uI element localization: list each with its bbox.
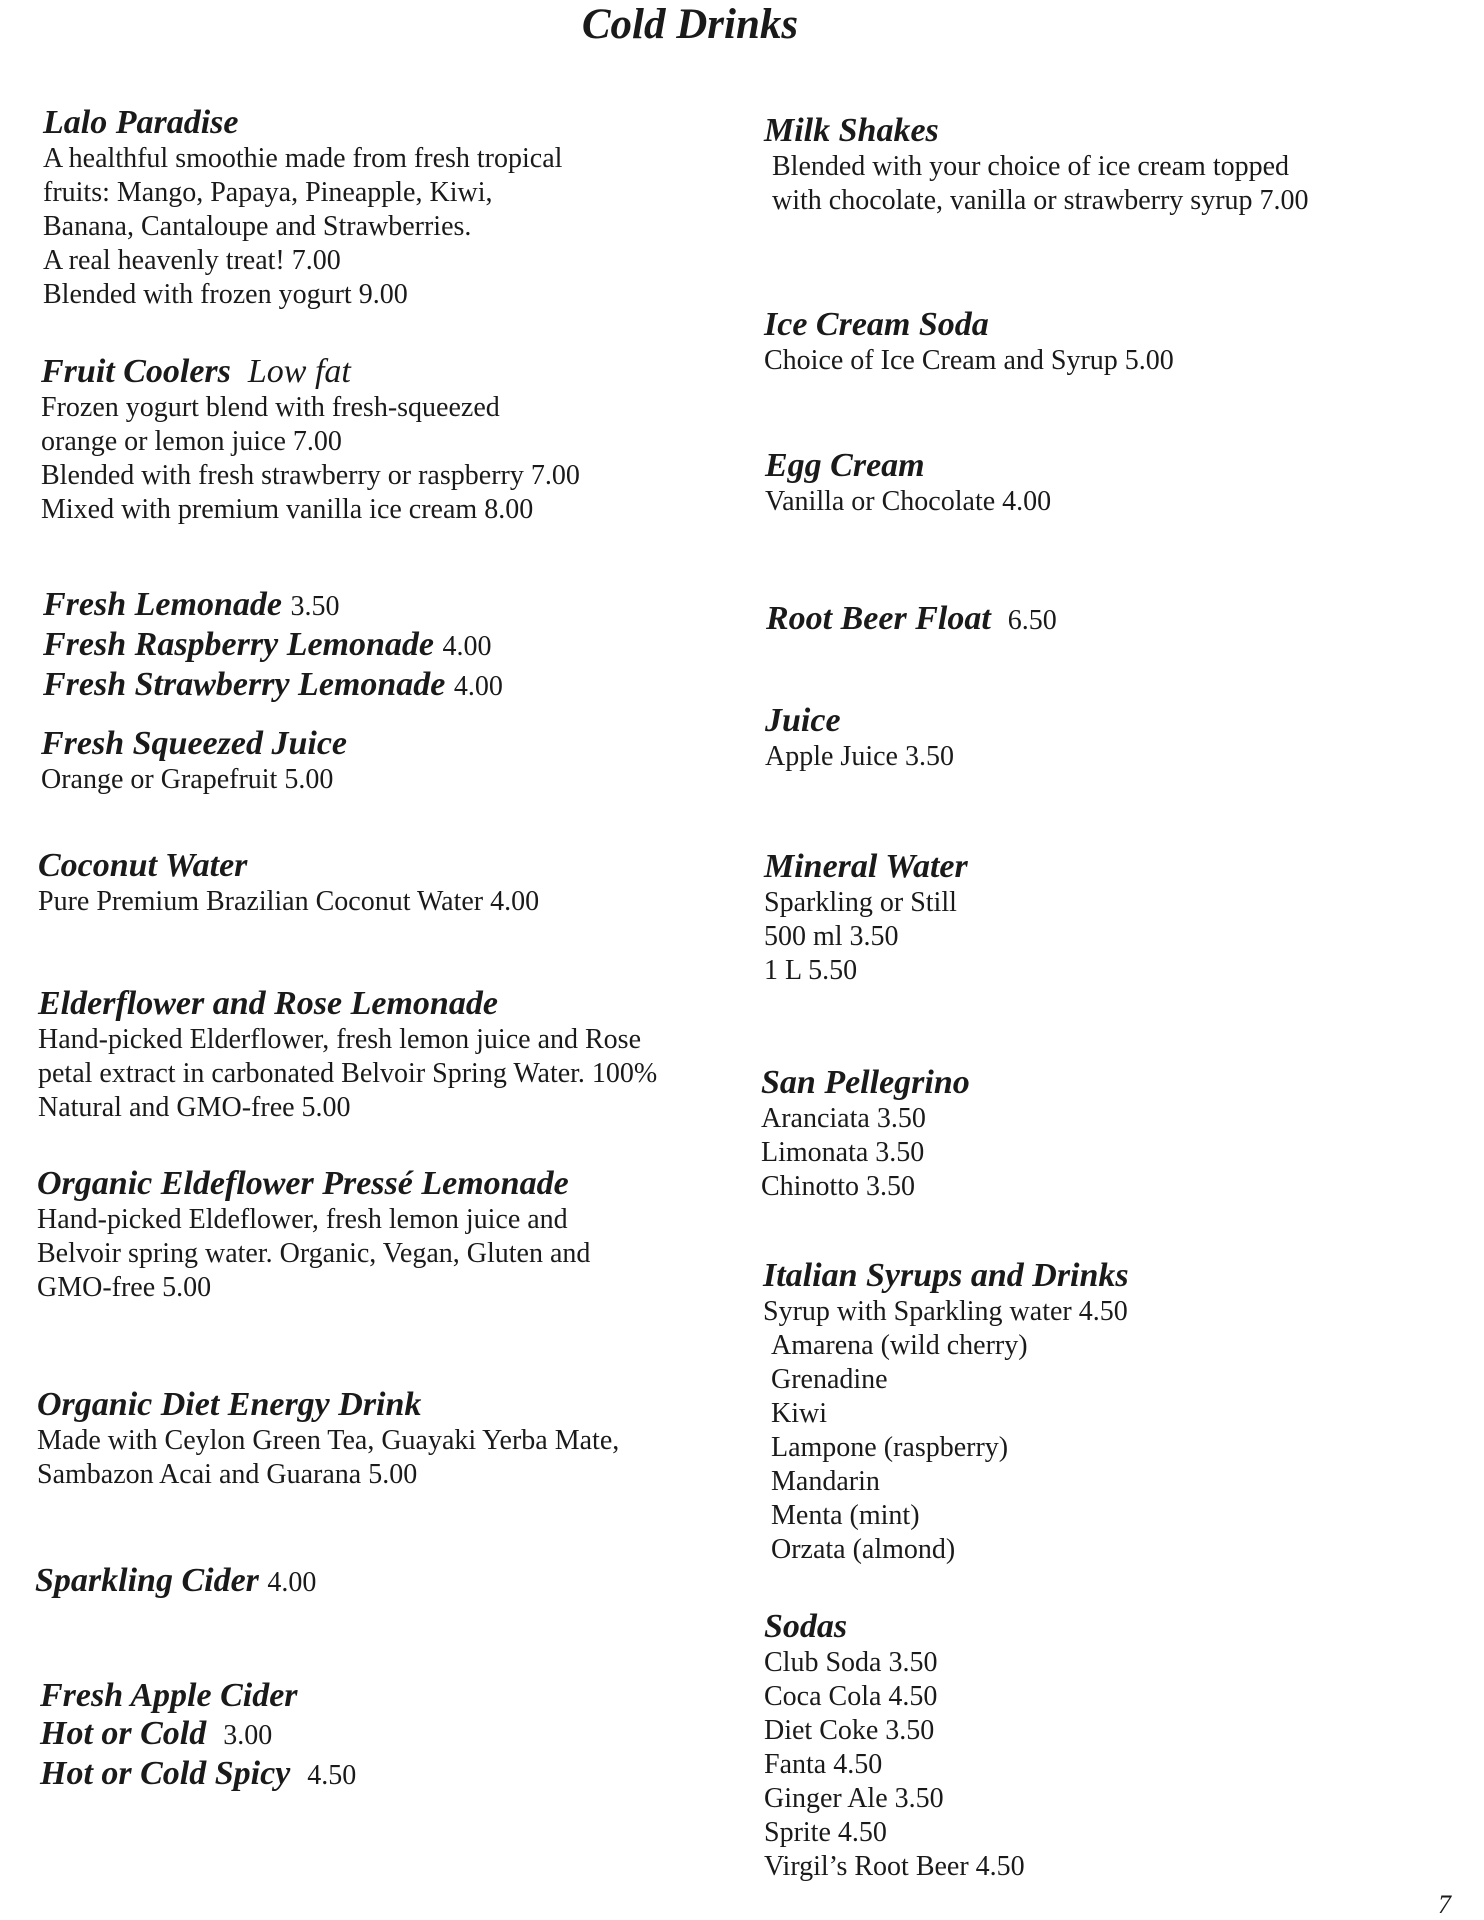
- item-name: Fresh Raspberry Lemonade: [43, 626, 434, 663]
- menu-item-organic-energy-drink: [37, 1386, 619, 1492]
- menu-item-fresh-squeezed-juice: [41, 725, 347, 797]
- menu-item-italian-syrups: [763, 1257, 1129, 1567]
- item-desc-line: Mixed with premium vanilla ice cream 8.00: [41, 494, 534, 525]
- item-price: 4.00: [267, 1567, 317, 1598]
- item-name: Organic Diet Energy Drink: [37, 1386, 422, 1423]
- menu-item-mineral-water: [764, 848, 968, 988]
- item-note: Low fat: [247, 353, 351, 390]
- menu-item-lemonades: [43, 586, 503, 706]
- item-desc-line: Orange or Grapefruit 5.00: [41, 764, 334, 795]
- menu-item-san-pellegrino: [761, 1064, 970, 1204]
- item-desc-line: Blended with your choice of ice cream topped: [772, 151, 1290, 182]
- item-name: Fresh Strawberry Lemonade: [43, 666, 446, 703]
- menu-item-root-beer-float: [766, 600, 1057, 640]
- item-desc-line: Limonata 3.50: [761, 1137, 925, 1168]
- item-name: Fruit Coolers: [41, 353, 231, 390]
- item-name: Sodas: [764, 1608, 848, 1645]
- item-name: Sparkling Cider: [35, 1562, 259, 1599]
- item-desc-line: orange or lemon juice 7.00: [41, 426, 342, 457]
- item-desc-line: Blended with fresh strawberry or raspberry 7.00: [41, 460, 580, 491]
- item-desc-line: Aranciata 3.50: [761, 1103, 926, 1134]
- flavor-item: Menta (mint): [771, 1500, 920, 1531]
- menu-item-sparkling-cider: [35, 1562, 316, 1602]
- item-price: 4.00: [442, 631, 492, 662]
- item-desc-line: Ginger Ale 3.50: [764, 1783, 944, 1814]
- item-name: Organic Eldeflower Pressé Lemonade: [37, 1165, 569, 1202]
- item-desc-line: 1 L 5.50: [764, 955, 858, 986]
- item-desc-line: Choice of Ice Cream and Syrup 5.00: [764, 345, 1174, 376]
- option-name: Hot or Cold: [40, 1715, 207, 1752]
- item-desc-line: Made with Ceylon Green Tea, Guayaki Yerba Mate,: [37, 1425, 620, 1456]
- item-desc-line: petal extract in carbonated Belvoir Spring Water. 100%: [38, 1058, 658, 1089]
- item-desc-line: Natural and GMO-free 5.00: [38, 1092, 351, 1123]
- item-desc-line: 500 ml 3.50: [764, 921, 899, 952]
- menu-item-egg-cream: [765, 447, 1051, 519]
- item-name: Fresh Lemonade: [43, 586, 282, 623]
- item-name: Elderflower and Rose Lemonade: [38, 985, 498, 1022]
- menu-item-ice-cream-soda: [764, 306, 1174, 378]
- flavor-item: Orzata (almond): [771, 1534, 956, 1565]
- item-desc-line: Hand-picked Elderflower, fresh lemon juice and Rose: [38, 1024, 641, 1055]
- item-desc-line: Fanta 4.50: [764, 1749, 883, 1780]
- item-desc-line: Hand-picked Eldeflower, fresh lemon juice and: [37, 1204, 568, 1235]
- item-price: 4.00: [453, 671, 503, 702]
- item-name: San Pellegrino: [761, 1064, 970, 1101]
- menu-item-elderflower-rose-lemonade: [38, 985, 657, 1125]
- item-desc-line: Virgil’s Root Beer 4.50: [764, 1851, 1025, 1882]
- flavor-item: Mandarin: [771, 1466, 880, 1497]
- item-desc-line: Belvoir spring water. Organic, Vegan, Gluten and: [37, 1238, 591, 1269]
- item-name: Coconut Water: [38, 847, 248, 884]
- menu-item-lalo-paradise: [43, 104, 562, 312]
- menu-item-milk-shakes: [764, 112, 1309, 218]
- item-price: 6.50: [1007, 605, 1057, 636]
- item-desc-line: Sambazon Acai and Guarana 5.00: [37, 1459, 418, 1490]
- flavor-item: Lampone (raspberry): [771, 1432, 1009, 1463]
- item-name: Ice Cream Soda: [764, 306, 989, 343]
- item-desc-line: A real heavenly treat! 7.00: [43, 245, 341, 276]
- item-desc-line: Chinotto 3.50: [761, 1171, 916, 1202]
- item-name: Egg Cream: [765, 447, 925, 484]
- item-price: 3.50: [290, 591, 340, 622]
- menu-item-sodas: [764, 1608, 1025, 1884]
- flavor-item: Kiwi: [771, 1398, 827, 1429]
- item-name: Milk Shakes: [764, 112, 939, 149]
- item-desc-line: A healthful smoothie made from fresh tropical: [43, 143, 563, 174]
- option-name: Hot or Cold Spicy: [40, 1755, 291, 1792]
- item-desc-line: GMO-free 5.00: [37, 1272, 212, 1303]
- item-desc-line: Vanilla or Chocolate 4.00: [765, 486, 1052, 517]
- menu-item-juice: [765, 702, 954, 774]
- item-desc-line: Diet Coke 3.50: [764, 1715, 935, 1746]
- option-price: 3.00: [223, 1720, 273, 1751]
- menu-item-fruit-coolers: [41, 353, 580, 527]
- item-name: Fresh Apple Cider: [40, 1677, 298, 1714]
- item-desc-line: Pure Premium Brazilian Coconut Water 4.00: [38, 886, 540, 917]
- item-desc-line: Sparkling or Still: [764, 887, 957, 918]
- item-desc-line: Syrup with Sparkling water 4.50: [763, 1296, 1128, 1327]
- item-desc-line: Club Soda 3.50: [764, 1647, 938, 1678]
- flavor-item: Amarena (wild cherry): [771, 1330, 1028, 1361]
- item-name: Fresh Squeezed Juice: [41, 725, 347, 762]
- menu-item-coconut-water: [38, 847, 539, 919]
- item-name: Juice: [765, 702, 841, 739]
- option-price: 4.50: [307, 1760, 357, 1791]
- item-desc-line: Coca Cola 4.50: [764, 1681, 938, 1712]
- item-desc-line: Banana, Cantaloupe and Strawberries.: [43, 211, 472, 242]
- menu-item-organic-presse-lemonade: [37, 1165, 590, 1305]
- flavor-item: Grenadine: [771, 1364, 888, 1395]
- item-desc-line: Frozen yogurt blend with fresh-squeezed: [41, 392, 500, 423]
- item-desc-line: Apple Juice 3.50: [765, 741, 954, 772]
- item-desc-line: Sprite 4.50: [764, 1817, 887, 1848]
- item-name: Root Beer Float: [766, 600, 991, 637]
- item-name: Lalo Paradise: [43, 104, 239, 141]
- item-desc-line: fruits: Mango, Papaya, Pineapple, Kiwi,: [43, 177, 493, 208]
- page-title: Cold Drinks: [581, 1, 799, 48]
- item-desc-line: Blended with frozen yogurt 9.00: [43, 279, 408, 310]
- item-desc-line: with chocolate, vanilla or strawberry syrup 7.00: [772, 185, 1309, 216]
- item-name: Italian Syrups and Drinks: [763, 1257, 1129, 1294]
- page-number: 7: [1438, 1890, 1451, 1919]
- menu-item-fresh-apple-cider: [40, 1677, 356, 1795]
- item-name: Mineral Water: [764, 848, 968, 885]
